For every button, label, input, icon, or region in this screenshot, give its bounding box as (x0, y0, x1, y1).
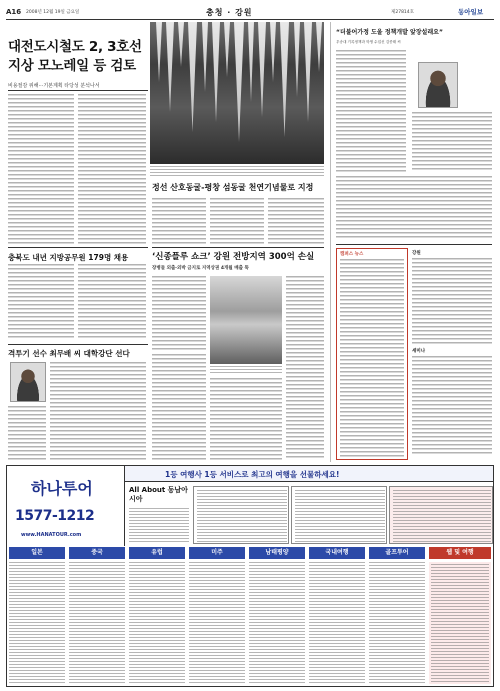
section-title: 충청 · 강원 (206, 8, 253, 17)
campus-news-box (336, 248, 408, 460)
ad-promo-text (129, 508, 189, 542)
seminar-body (412, 356, 492, 456)
ad-url[interactable]: www.HANATOUR.com (21, 532, 82, 538)
newspaper-logo: 동아일보 (458, 8, 484, 16)
ad-list-domestic (309, 562, 365, 684)
fighter-headline: 격투기 선수 최무배 씨 대학강단 선다 (8, 349, 130, 358)
hiring-body-col1 (8, 264, 74, 340)
divider (152, 247, 324, 248)
seminar-title: 세미나 (412, 349, 426, 354)
issue-date: 2008년 12월 19일 금요일 (26, 10, 80, 15)
lead-body-col1 (8, 94, 74, 244)
lead-headline: 대전도시철도 2, 3호선 지상 모노레일 등 검토 (8, 39, 142, 74)
flu-body-col1 (152, 276, 206, 350)
ad-tab-web[interactable]: 웹 및 여행 (429, 547, 491, 559)
region-title: 강원 (412, 251, 421, 256)
ad-tab-pacific[interactable]: 남태평양 (249, 547, 305, 559)
ad-list-china (69, 562, 125, 684)
page-header (6, 6, 494, 20)
column-divider (330, 22, 331, 462)
ad-list-europe (129, 562, 185, 684)
cave-body-col1 (152, 198, 206, 244)
lead-subhead: 비용절감 위해···기본계획 타당성 분석나서 (8, 83, 100, 89)
fighter-body (50, 362, 146, 460)
quote-body-col3 (336, 176, 492, 240)
ad-tab-golf[interactable]: 골프투어 (369, 547, 425, 559)
divider (336, 244, 492, 245)
fighter-body-2 (8, 406, 46, 460)
hiring-headline: 충북도 내년 지방공무원 179명 채용 (8, 253, 129, 262)
flu-body-col3 (286, 276, 324, 460)
quote-headline: “더불어가정 도울 정책개발 앞장설래요” (336, 29, 443, 36)
ad-tab-japan[interactable]: 일본 (9, 547, 65, 559)
cave-body-col2 (210, 198, 264, 244)
divider (8, 90, 148, 91)
cave-body-col3 (268, 198, 324, 244)
ad-tab-europe[interactable]: 유럽 (129, 547, 185, 559)
cave-photo (150, 22, 324, 164)
ad-package-1[interactable] (193, 486, 289, 544)
flu-headline: ‘신종플루 쇼크’ 강원 전방지역 300억 손실 (152, 252, 315, 262)
ad-list-pacific (249, 562, 305, 684)
ad-list-golf (369, 562, 425, 684)
campus-news-title: 캠퍼스 뉴스 (340, 252, 364, 257)
person-photo (418, 62, 458, 108)
lead-body-col2 (78, 94, 146, 244)
ad-list-japan (9, 562, 65, 684)
street-photo (210, 276, 282, 364)
fighter-photo (10, 362, 46, 402)
ad-banner: 1등 여행사 1등 서비스로 최고의 여행을 선물하세요! (165, 470, 340, 479)
cave-headline: 정선 산호동굴-평창 섬동굴 천연기념물로 지정 (152, 183, 314, 192)
divider (8, 344, 148, 345)
ad-banner-strip (125, 466, 493, 482)
ad-package-2[interactable] (291, 486, 387, 544)
regional-briefs (412, 248, 492, 460)
page-number: A16 (6, 8, 22, 16)
street-photo-caption (210, 366, 282, 374)
divider (8, 247, 148, 248)
flu-body-col1b (152, 354, 206, 460)
quote-body-col2 (412, 112, 492, 172)
ad-tab-america[interactable]: 미주 (189, 547, 245, 559)
flu-subhead: 장병들 외출·외박 금지로 지역상권 4개월 매출 뚝 (152, 266, 249, 271)
ad-package-3[interactable] (389, 486, 493, 544)
ad-tab-domestic[interactable]: 국내여행 (309, 547, 365, 559)
ad-brand-panel (7, 466, 125, 546)
quote-body-col1 (336, 50, 406, 172)
ad-phone[interactable]: 1577-1212 (15, 508, 95, 524)
ad-tabs (7, 547, 493, 559)
ad-promo: All About 동남아시아 (129, 486, 188, 503)
quote-byline: 우송대 기록정책과 학생 수업신 김종태 씨 (336, 40, 401, 44)
campus-news-body (340, 259, 404, 457)
issue-number: 제27814호 (391, 10, 415, 15)
hiring-body-col2 (78, 264, 146, 340)
ad-list-america (189, 562, 245, 684)
region-body (412, 258, 492, 344)
hanatour-ad (6, 465, 494, 687)
cave-photo-caption (150, 166, 324, 176)
flu-body-col2 (210, 378, 282, 460)
ad-list-web (429, 562, 491, 684)
ad-tab-china[interactable]: 중국 (69, 547, 125, 559)
ad-brand: 하나투어 (31, 479, 93, 498)
